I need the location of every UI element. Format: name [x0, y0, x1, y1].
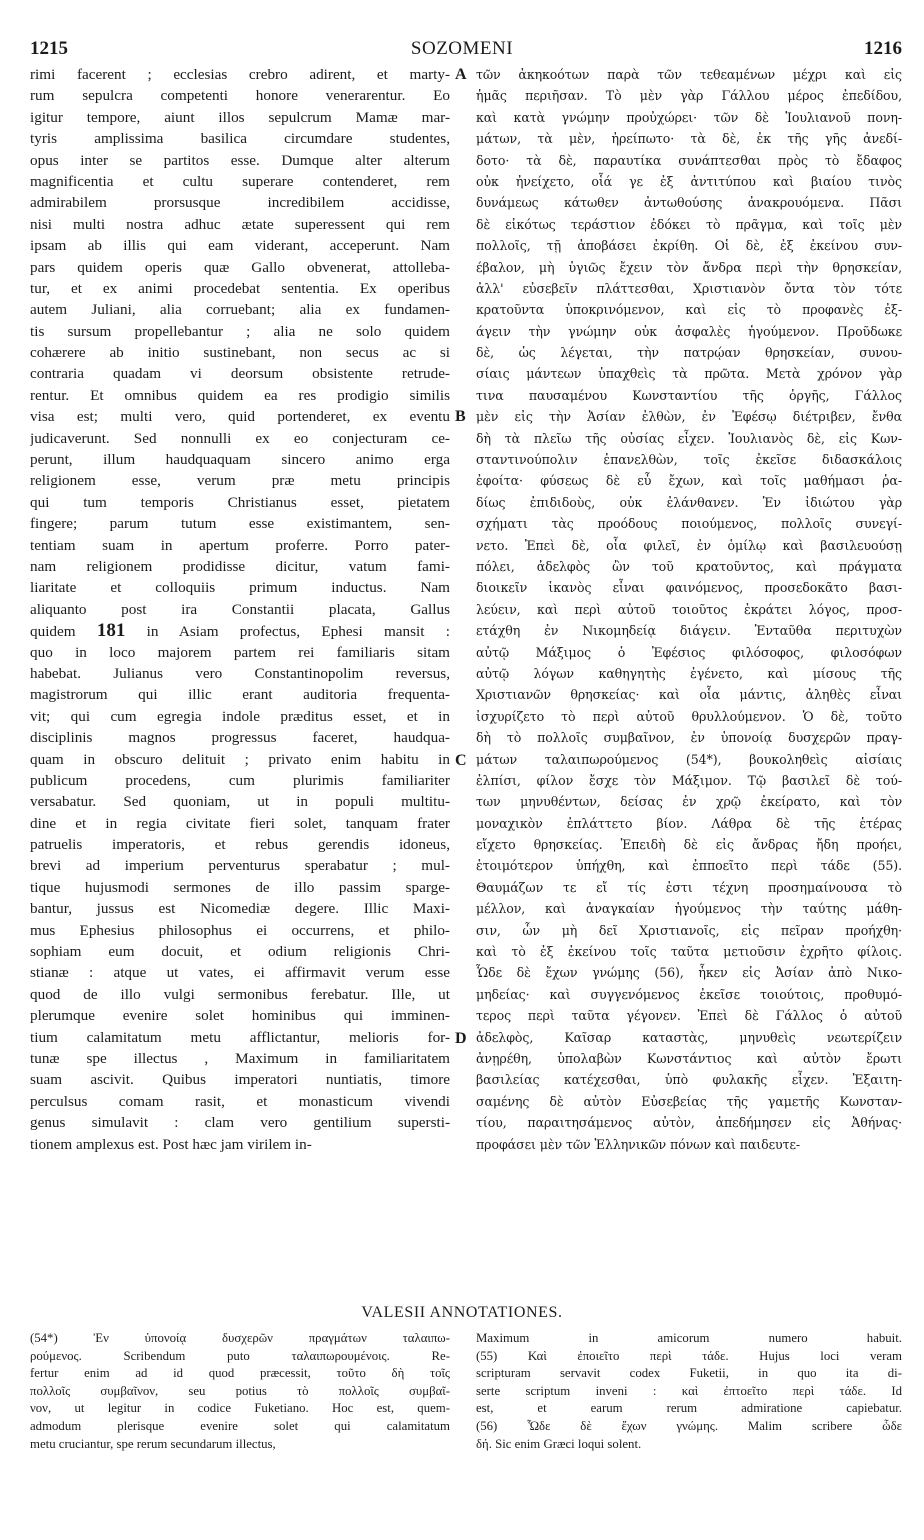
note-left-line: metu cruciantur, spe rerum secundarum illectus,: [30, 1436, 276, 1451]
greek-text-line: οὐκ ἠνείχετο, οἷά γε ἐξ ἀντιτύπου καὶ βιαίου τινὸς: [476, 173, 902, 189]
latin-text-line: tium calamitatum metu afflictantur, melioris for-: [30, 1028, 450, 1046]
note-right-line: δή. Sic enim Græci loqui solent.: [476, 1436, 642, 1451]
greek-text-line: νετο. Ἐπεὶ δὲ, οἷα φιλεῖ, ἐν ὁμίλῳ καὶ βασιλευούσῃ: [476, 537, 902, 553]
greek-text-line: σχήματι τὰς προόδους ποιούμενος, πολλοῖς συνεγί-: [476, 516, 902, 532]
latin-text-line: tentiam suam in apertum proferre. Porro pater-: [30, 536, 450, 554]
latin-text-line: dine et in regia civitate fieri solet, tanquam frater: [30, 814, 450, 832]
latin-text-line: nisi multi nostra adhuc ætate superessent qui rem: [30, 215, 450, 233]
greek-text-line: μέλλον, καὶ ἀναγκαίαν ἡγούμενος τὴν ταύτης μάθη-: [476, 901, 902, 917]
latin-text-line: quidem 181 in Asiam profectus, Ephesi mansit :: [30, 620, 450, 642]
latin-text-line: suam ascivit. Quibus imperatori nuntiatis, timore: [30, 1071, 450, 1089]
greek-text-line: Ὧδε δὲ ἔχων γνώμης (56), ἧκεν εἰς Ἀσίαν ἀπὸ Νικο-: [476, 965, 902, 981]
latin-text-line: versabatur. Sed quoniam, ut in populi multitu-: [30, 793, 450, 811]
latin-text-line: perunt, illum haudquaquam sincero animo erga: [30, 451, 450, 469]
greek-text-line: ἡμᾶς περιῆσαν. Τὸ μὲν γὰρ Γάλλου μέρος ἐπεδίδου,: [476, 88, 902, 104]
latin-text-line: tyris amplissima basilica circumdare studentes,: [30, 130, 450, 148]
greek-text-line: Χριστιανῶν θρησκείας· καὶ οἷα μάντις, ἀληθὲς εἶναι: [476, 687, 902, 703]
latin-text-line: fingere; parum tutum esse existimantem, sen-: [30, 515, 450, 533]
greek-text-line: των μηνυθέντων, δείσας ἐν χρῷ ἐκείρατο, καὶ τὸν: [476, 794, 902, 810]
greek-text-line: άγειν τὴν γνώμην οὐκ ἀσφαλὲς ἡγούμενον. Προῦδωκε: [476, 323, 902, 339]
greek-column: [476, 64, 902, 1155]
latin-text-line: pars quidem operis quæ Gallo obvenerat, attolleba-: [30, 258, 450, 276]
greek-text-line: σίαις μάντεων ὑπαχθεὶς τὰ πρῶτα. Μετὰ χρόνον γὰρ: [476, 366, 902, 382]
latin-text-line: tunæ spe illectus , Maximum in familiaritatem: [30, 1049, 450, 1067]
greek-text-line: τῶν ἀκηκοότων παρὰ τῶν τεθεαμένων μέχρι καὶ εἰς: [476, 67, 902, 82]
latin-text-line: quo in loco majorem partem rei familiaris sitam: [30, 643, 450, 661]
note-right-line: est, et earum rerum admiratione capiebatur.: [476, 1401, 902, 1416]
latin-text-line: tique hujusmodi sermones de illo passim sparge-: [30, 878, 450, 896]
latin-column: [30, 64, 450, 1155]
greek-text-line: σαμένης δὲ αὐτὸν Εὐσεβείας τῆς γαμετῆς Κωνσταν-: [476, 1093, 902, 1109]
note-right-line: serte scriptum inveni : καὶ ἐπτοεῖτο περὶ τάδε. Id: [476, 1383, 902, 1398]
greek-text-line: δὲ, ὡς λέγεται, τὴν πατρῴαν θρησκείαν, συνου-: [476, 345, 902, 361]
greek-text-line: ἀδελφὸς, Καῖσαρ καταστὰς, μηνυθεὶς νεωτερίζειν: [476, 1029, 902, 1045]
greek-text-line: ἰσχυρίζετο τὸ περὶ αὐτοῦ θρυλλούμενον. Ὁ δὲ, τοῦτο: [476, 708, 902, 724]
latin-text-line: stianæ : atque ut vates, ei affirmavit verum esse: [30, 964, 450, 982]
greek-text-line: ἑτοιμότερον ὑπήχθη, καὶ ἐπποεῖτο περὶ τάδε (55).: [476, 858, 902, 874]
note-left-line: fertur enim ad id quod præcessit, τοῦτο δὴ τοῖς: [30, 1366, 450, 1381]
note-right-line: scripturam servavit codex Fuketii, in quo ita di-: [476, 1366, 902, 1381]
greek-text-line: αὐτῷ Μάξιμος ὁ Ἐφέσιος φιλόσοφος, φιλοσόφων: [476, 644, 902, 660]
greek-text-line: ἀλλ' εὐσεβεῖν πλάττεσθαι, Χριστιανὸν ὄντα τὸν τότε: [476, 280, 902, 296]
latin-text-line: liaritate et colloquiis primum inductus. Nam: [30, 579, 450, 597]
latin-text-line: sophiam eum docuit, et odium religionis Chri-: [30, 943, 450, 961]
latin-text-line: rum sepulcra competenti honore venerarentur. Eo: [30, 87, 450, 105]
latin-text-line: rimi facerent ; ecclesias crebro adirent, et marty-: [30, 66, 450, 83]
greek-text-line: μάτων, τὰ μὲν, ἠρείπωτο· τὰ δὲ, ἐκ τῆς γῆς ἀνεδί-: [476, 131, 902, 147]
latin-text-line: religionem esse, verum præ metu principis: [30, 472, 450, 490]
latin-text-line: bantur, jussus est Nicomediæ degere. Illic Maxi-: [30, 900, 450, 918]
greek-text-line: κρατοῦντα ὑποκρινόμενον, καὶ εἰς τὸ προφανὲς ἐξ-: [476, 302, 902, 318]
greek-text-line: ἐφοίτα· φύσεως δὲ εὖ ἔχων, καὶ τοῖς μαθήμασι ῥα-: [476, 473, 902, 489]
greek-text-line: σταντινούπολιν ἐπανελθὼν, τοῖς ἐκεῖσε διδασκάλοις: [476, 452, 902, 468]
greek-text-line: μὲν εἰς τὴν Ἀσίαν ἐλθὼν, ἐν Ἐφέσῳ διέτριβεν, ἔνθα: [476, 409, 902, 425]
latin-text-line: tur, et ex animi procedebat sententia. Ex operibus: [30, 279, 450, 297]
greek-text-line: ἐλπίσι, φίλον ἔσχε τὸν Μάξιμον. Τῷ βασιλεῖ δὲ τού-: [476, 772, 902, 788]
latin-text-line: aliquanto post ira Constantii placata, Gallus: [30, 600, 450, 618]
greek-text-line: τερος περὶ ταῦτα γέγονεν. Ἐπεὶ δὲ Γάλλος ὁ αὐτοῦ: [476, 1008, 902, 1024]
greek-text-line: προφάσει μὲν τῶν Ἑλληνικῶν πόνων καὶ παιδευτε-: [476, 1136, 801, 1152]
greek-text-line: πολλοῖς, τῇ ἀποβάσει ἐκρίθη. Οἱ δὲ, ἐξ ἐκείνου συν-: [476, 238, 902, 254]
greek-text-line: λεύειν, καὶ περὶ αὐτοῦ τοιοῦτος ἐκράτει λόγος, προσ-: [476, 601, 902, 617]
margin-marker-d: D: [455, 1030, 467, 1047]
greek-text-line: δὴ τὸ πολλοῖς συμβαῖνον, ἐν ὑπονοίᾳ δυσχερῶν πραγ-: [476, 730, 902, 746]
greek-text-line: μοναχικὸν ἐπλάττετο βίον. Λάθρα δὲ τῆς ἑτέρας: [476, 815, 902, 831]
inline-page-number: 181: [96, 620, 126, 642]
latin-text-line: publicum procedens, cum plurimis familiariter: [30, 771, 450, 789]
greek-text-line: ετάχθη ἐν Νικομηδείᾳ διάγειν. Ἐνταῦθα περιτυχὼν: [476, 623, 902, 639]
latin-text-line: plerumque evenire solet hominibus qui imminen-: [30, 1007, 450, 1025]
margin-marker-a: A: [455, 66, 467, 83]
greek-text-line: διοικεῖν ἱκανὸς εἶναι φαινόμενος, προσεδοκᾶτο βασι-: [476, 580, 902, 596]
greek-text-line: τίου, παραιτησάμενος αὐτὸν, ἀπεδήμησεν εἰς Ἀθήνας·: [476, 1115, 902, 1131]
margin-marker-b: B: [455, 408, 466, 425]
notes-left-column: [30, 1330, 450, 1453]
greek-text-line: έβαλον, μὴ ὑγιῶς ἔχειν τὸν ἄνδρα περὶ τὴν θρησκείαν,: [476, 259, 902, 275]
latin-text-line: patruelis imperatoris, et rebus gerendis idoneus,: [30, 836, 450, 854]
latin-text-line: quam in obscuro delituit ; privato enim habitu in: [30, 750, 450, 768]
latin-text-line: cohærere ab initio sustinebant, non secus ac si: [30, 344, 450, 362]
latin-text-line: genus simulavit : clam vero gentilium supersti-: [30, 1114, 450, 1132]
note-left-line: admodum plerisque evenire solet qui calamitatum: [30, 1418, 450, 1433]
latin-text-line: brevi ad imperium perventurus sperabatur ; mul-: [30, 857, 450, 875]
latin-text-line: contraria quadam vi deorsum obsistente retrude-: [30, 365, 450, 383]
note-left-line: πολλοῖς συμβαῖνον, seu potius τὸ πολλοῖς συμβαῖ-: [30, 1383, 450, 1398]
note-right-line: Maximum in amicorum numero habuit.: [476, 1331, 902, 1345]
note-right-line: (55) Καὶ ἐποιεῖτο περὶ τάδε. Hujus loci veram: [476, 1348, 902, 1363]
greek-text-line: δυνάμεως κάτωθεν ἀντωθούσης ἀνακρουόμενα. Πᾶσι: [476, 195, 902, 211]
greek-text-line: βασιλείας κατέχεσθαι, ὑπὸ φυλακῆς εἶχεν. Ἐξαιτη-: [476, 1072, 902, 1088]
latin-text-line: judicaverunt. Sed nonnulli ex eo conjecturam ce-: [30, 429, 450, 447]
latin-text-line: autem Juliani, alia corruebant; alia ex fundamen-: [30, 301, 450, 319]
running-title: SOZOMENI: [410, 38, 514, 59]
greek-text-line: αὐτῷ λόγων καθηγητὴς ἐγένετο, καὶ μίσους τῆς: [476, 665, 902, 681]
note-left-line: (54*) Ἐν ὑπονοίᾳ δυσχερῶν πραγμάτων ταλαιπω-: [30, 1331, 450, 1345]
latin-text-line: admirabilem prorsusque incredibilem accidisse,: [30, 194, 450, 212]
greek-text-line: δὴ τὰ πλεῖω τῆς οὐσίας εἶχεν. Ἰουλιανὸς δὲ, εἰς Κων-: [476, 430, 902, 446]
latin-text-line: rentur. Et omnibus quidem ea res prodigio similis: [30, 386, 450, 404]
latin-text-line: tis sursum propellebantur ; alia ne solo quidem: [30, 322, 450, 340]
greek-text-line: ἀνῃρέθη, ὑπολαβὼν Κωνστάντιος καὶ αὐτὸν ἔρωτι: [476, 1050, 902, 1066]
note-right-line: (56) Ὧδε δὲ ἔχων γνώμης. Malim scribere ὧδε: [476, 1418, 902, 1433]
latin-text-line: quod de illo vulgi sermonibus ferebatur. Ille, ut: [30, 985, 450, 1003]
latin-text-line: disciplinis magnos progressus faceret, haudqua-: [30, 729, 450, 747]
greek-text-line: δίως ἐπιδιδοὺς, οὐκ ἐλάνθανεν. Ἐν ἰδιώτου γὰρ: [476, 494, 902, 510]
latin-text-line: igitur tempore, aiunt illos sepulcrum Mamæ mar-: [30, 108, 450, 126]
greek-text-line: Θαυμάζων τε εἴ τίς ἐστι τέχνη προσημαίνουσα τὸ: [476, 879, 902, 895]
page-number-right: 1216: [864, 38, 902, 59]
latin-text-line: visa est; multi vero, quid portenderet, ex eventu: [30, 408, 450, 426]
latin-text-line: magistrorum qui illic erant auditoria frequenta-: [30, 686, 450, 704]
greek-text-line: μηδείας· καὶ συγγενόμενος ἐκεῖσε τοιούτοις, προθυμό-: [476, 986, 902, 1002]
latin-text-line: qui tum temporis Christianus esset, pietatem: [30, 493, 450, 511]
latin-text-line: nam religionem prodidisse dicitur, vatum fami-: [30, 557, 450, 575]
notes-right-column: [476, 1330, 902, 1453]
note-left-line: ρούμενος. Scribendum puto ταλαιπωρουμένοις. Re-: [30, 1348, 450, 1363]
annotations-title: VALESII ANNOTATIONES.: [361, 1304, 563, 1321]
latin-text-line: habebat. Julianus vero Constantinopolim reversus,: [30, 664, 450, 682]
latin-text-line: magnificentia et cultu superare contenderet, rem: [30, 172, 450, 190]
note-left-line: νον, ut legitur in codice Fuketiano. Hoc est, quem-: [30, 1401, 450, 1416]
greek-text-line: δὲ εἰκότως τεράστιον ἐδόκει τὸ πρᾶγμα, καὶ τοῖς μὲν: [476, 216, 902, 232]
greek-text-line: τινα παυσαμένου Κωνσταντίου τῆς ὀργῆς, Γάλλος: [476, 387, 902, 403]
greek-text-line: δοτο· τὰ δὲ, παραυτίκα συνάπτεσθαι πρὸς τὸ ἔδαφος: [476, 152, 902, 168]
latin-text-line: tionem amplexus est. Post hæc jam virilem in-: [30, 1135, 312, 1153]
latin-text-line: mus Ephesius philosophus ei occurrens, et philo-: [30, 921, 450, 939]
greek-text-line: πόλει, ἀδελφὸς ὢν τοῦ κρατοῦντος, καὶ πράγματα: [476, 558, 902, 574]
margin-marker-c: C: [455, 752, 467, 769]
page-number-left: 1215: [30, 38, 68, 59]
latin-text-line: perculsus comam rasit, et monasticum vivendi: [30, 1092, 450, 1110]
latin-text-line: vit; qui cum egregia indole præditus esset, et in: [30, 707, 450, 725]
greek-text-line: εἴχετο θρησκείας. Ἐπειδὴ δὲ εἰς ἄνδρας ἤδη προήει,: [476, 837, 902, 853]
greek-text-line: καὶ κατὰ γνώμην προὐχώρει· τῶν δὲ Ἰουλιανοῦ πονη-: [476, 109, 902, 125]
greek-text-line: μάτων ταλαιπωρούμενος (54*), βουκοληθεὶς αἰσίαις: [476, 751, 902, 767]
latin-text-line: ipsam ab illis qui eam viderant, acceperunt. Nam: [30, 237, 450, 255]
greek-text-line: σιν, ὧν μὴ δεῖ Χριστιανοῖς, εἰς πεῖραν προήχθη·: [476, 922, 902, 938]
greek-text-line: καὶ τὸ ἐξ ἐκείνου τοῖς ταῦτα μετιοῦσιν ἐχρῆτο φίλοις.: [476, 944, 902, 960]
latin-text-line: opus inter se partitos esse. Dumque alter alterum: [30, 151, 450, 169]
